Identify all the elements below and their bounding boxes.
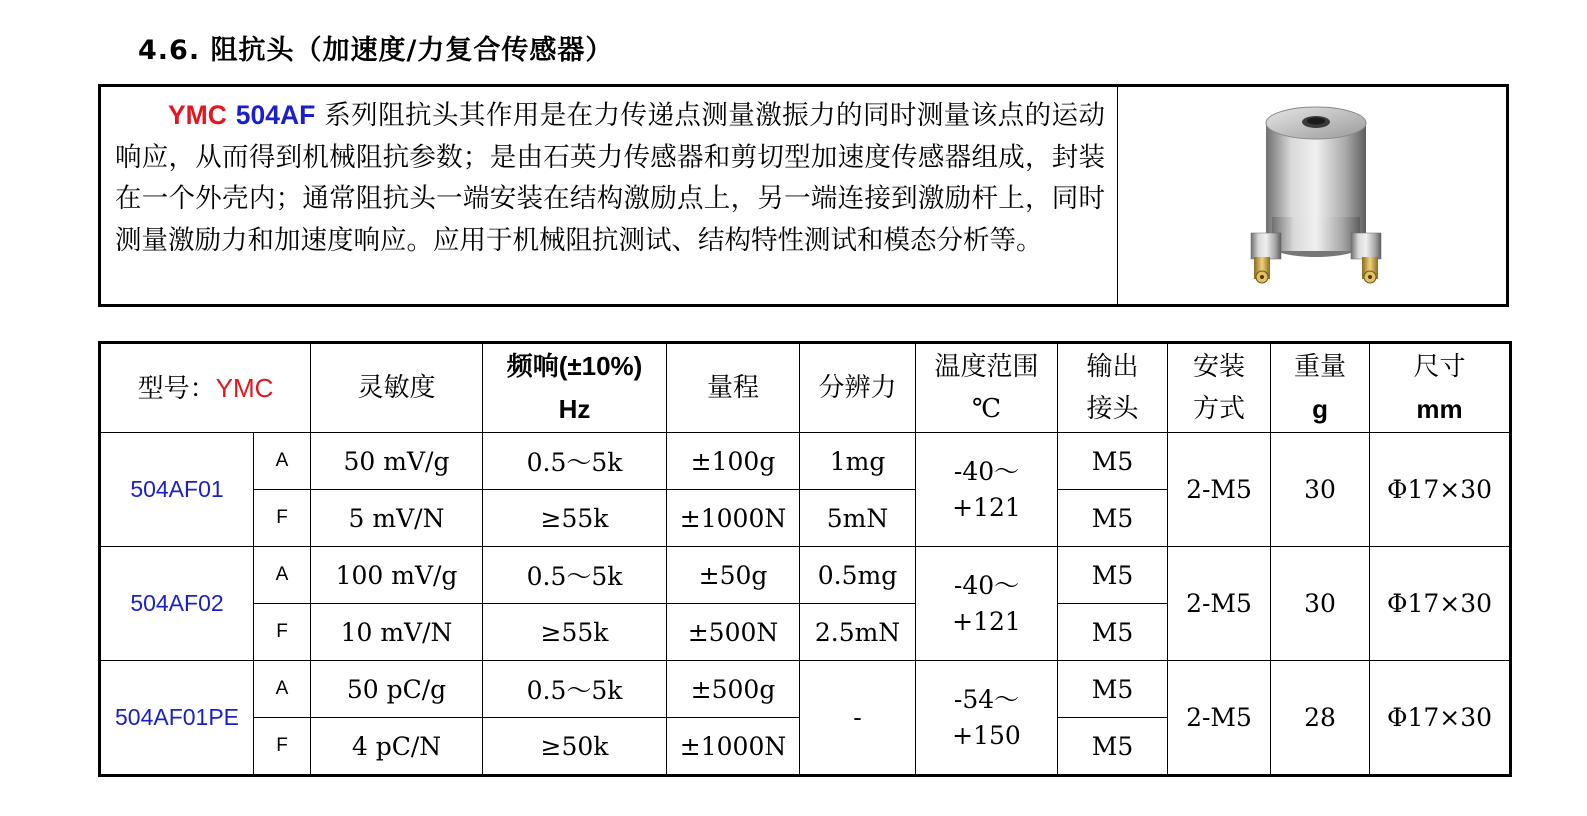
table-header-row <box>100 343 1511 433</box>
weight-cell: 30 <box>1271 433 1370 547</box>
model-cell: 504AF02 <box>100 547 254 661</box>
type-cell: F <box>254 604 311 661</box>
series-name: 504AF <box>235 100 316 130</box>
frequency-cell: ≥55k <box>483 490 667 547</box>
sensitivity-cell: 5 mV/N <box>311 490 483 547</box>
intro-paragraph <box>115 95 1105 261</box>
size-cell: Φ17×30 <box>1370 661 1511 776</box>
table-row <box>100 547 1511 604</box>
mounting-cell: 2-M5 <box>1168 433 1271 547</box>
output-cell: M5 <box>1058 718 1168 776</box>
temperature-cell: -40～ +121 <box>916 547 1058 661</box>
section-heading <box>138 28 613 67</box>
resolution-cell: 2.5mN <box>800 604 916 661</box>
header-sensitivity: 灵敏度 <box>311 343 483 433</box>
table-row <box>100 661 1511 718</box>
output-cell: M5 <box>1058 604 1168 661</box>
range-cell: ±50g <box>667 547 800 604</box>
range-cell: ±500N <box>667 604 800 661</box>
range-cell: ±1000N <box>667 718 800 776</box>
type-cell: A <box>254 661 311 718</box>
output-cell: M5 <box>1058 490 1168 547</box>
intro-box <box>98 84 1509 307</box>
type-cell: A <box>254 433 311 490</box>
weight-cell: 30 <box>1271 547 1370 661</box>
resolution-cell: 0.5mg <box>800 547 916 604</box>
header-resolution: 分辨力 <box>800 343 916 433</box>
type-cell: A <box>254 547 311 604</box>
table-row <box>100 433 1511 490</box>
weight-cell: 28 <box>1271 661 1370 776</box>
section-title: 阻抗头（加速度/力复合传感器） <box>210 35 614 66</box>
mounting-cell: 2-M5 <box>1168 547 1271 661</box>
spec-table <box>98 341 1512 777</box>
range-cell: ±500g <box>667 661 800 718</box>
header-size: 尺寸 mm <box>1370 343 1511 433</box>
brand-name: YMC <box>168 100 227 130</box>
frequency-cell: 0.5～5k <box>483 433 667 490</box>
header-temperature: 温度范围 ℃ <box>916 343 1058 433</box>
size-cell: Φ17×30 <box>1370 433 1511 547</box>
model-cell: 504AF01 <box>100 433 254 547</box>
resolution-cell: - <box>800 661 916 776</box>
sensitivity-cell: 10 mV/N <box>311 604 483 661</box>
intro-text-cell <box>101 87 1118 304</box>
range-cell: ±1000N <box>667 490 800 547</box>
impedance-head-photo <box>1246 99 1386 289</box>
header-weight: 重量 g <box>1271 343 1370 433</box>
mounting-cell: 2-M5 <box>1168 661 1271 776</box>
resolution-cell: 5mN <box>800 490 916 547</box>
frequency-cell: 0.5～5k <box>483 547 667 604</box>
model-cell: 504AF01PE <box>100 661 254 776</box>
header-mounting: 安装 方式 <box>1168 343 1271 433</box>
photo-cell <box>1118 87 1506 304</box>
output-cell: M5 <box>1058 547 1168 604</box>
frequency-cell: 0.5～5k <box>483 661 667 718</box>
frequency-cell: ≥55k <box>483 604 667 661</box>
header-range: 量程 <box>667 343 800 433</box>
temperature-cell: -54～ +150 <box>916 661 1058 776</box>
sensitivity-cell: 50 pC/g <box>311 661 483 718</box>
type-cell: F <box>254 490 311 547</box>
intro-body: 系列阻抗头其作用是在力传递点测量激振力的同时测量该点的运动响应，从而得到机械阻抗参数；是由石英力传感器和剪切型加速度传感器组成，封装在一个外壳内；通常阻抗头一端安装在结构激励点上，另一端连接到激励杆上，同时测量激励力和加速度响应。应用于机械阻抗测试、结构特性测试和模态分析等。 <box>115 100 1105 256</box>
sensitivity-cell: 50 mV/g <box>311 433 483 490</box>
sensitivity-cell: 4 pC/N <box>311 718 483 776</box>
type-cell: F <box>254 718 311 776</box>
output-cell: M5 <box>1058 433 1168 490</box>
size-cell: Φ17×30 <box>1370 547 1511 661</box>
sensitivity-cell: 100 mV/g <box>311 547 483 604</box>
header-output: 输出 接头 <box>1058 343 1168 433</box>
output-cell: M5 <box>1058 661 1168 718</box>
temperature-cell: -40～ +121 <box>916 433 1058 547</box>
range-cell: ±100g <box>667 433 800 490</box>
header-frequency: 频响(±10%) Hz <box>483 343 667 433</box>
header-model: 型号：YMC <box>100 343 311 433</box>
section-number: 4.6. <box>138 35 201 66</box>
frequency-cell: ≥50k <box>483 718 667 776</box>
resolution-cell: 1mg <box>800 433 916 490</box>
